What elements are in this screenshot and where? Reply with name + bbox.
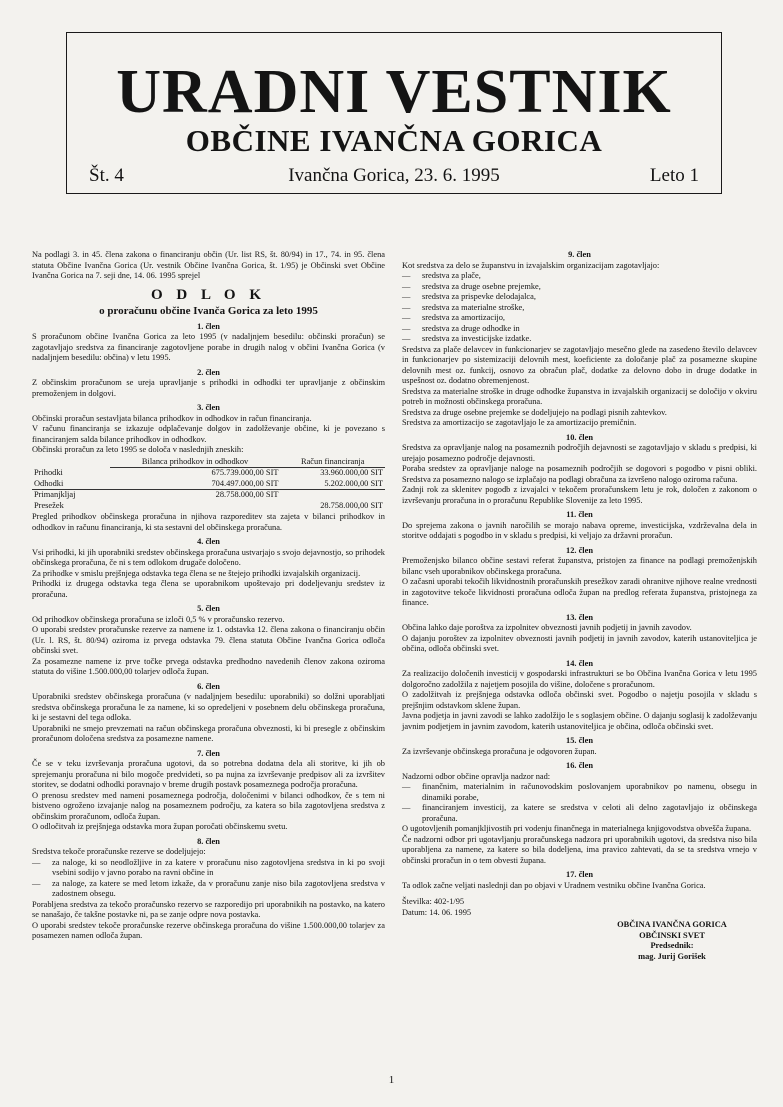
paragraph: Uporabniki sredstev občinskega proračuna (v nadaljnjem besedilu: uporabniki) so dolžni uporabljati sredstva občinskega proračuna le za namene, ki so opredeljeni v posebnem delu občinskega proračuna, ki je sestavni del tega odloka. [32,692,385,722]
article-heading: 8. člen [197,836,220,846]
paragraph: Porabljena sredstva za tekočo proračunsko rezervo se razporedijo pri uporabnikih na postavko, na katero se nanašajo, če takšne postavke ni, pa se zanje odpre nova postavka. [32,899,385,919]
article-heading: 14. člen [566,658,593,668]
paragraph: Sredstva za materialne stroške in druge odhodke županstva in izvajalskih organizacij se določijo v okviru potreb in možnosti občinskega proračuna. [402,386,757,406]
list-item: — sredstva za druge odhodke in [402,324,757,335]
article-heading: 16. člen [566,761,593,770]
paragraph: Če se v teku izvrševanja proračuna ugotovi, da so potrebna dodatna dela ali storitve, ki jih ob sprejemanju proračuna ni bilo mogoče predvideti, so pa nujna za izvrševanje predpisov ali za izvršitev storitev, se dodatni odhodki poravnajo v breme drugih postavk posameznega področja proračuna. [32,759,385,789]
masthead-title: URADNI VESTNIK [116,58,672,126]
right-column [402,250,757,962]
paragraph: O ugotovljenih pomanjkljivostih pri vodenju finančnega in materialnega knjigovodstva obvešča župana. [402,824,752,833]
table-row: Odhodki 704.497.000,00 SIT 5.202.000,00 SIT [34,478,383,488]
paragraph: Če nadzorni odbor pri ugotavljanju proračunskega nadzora pri uporabnikih ugotovi, da sredstva niso bila uporabljena za namene, za katere so bila dodeljena, ima pravico zahtevati, da se ta sredstva vrnejo v občinski proračun in o tem obvesti župana. [402,834,757,865]
article-heading: 7. člen [197,748,220,758]
paragraph: O uporabi sredstev tekoče proračunske rezerve občinskega proračuna do višine 1.500.000,00 tolarjev za posamezen namen odloča župan. [32,920,385,940]
paragraph: Zadnji rok za sklenitev pogodb z izvajalci v tekočem proračunskem letu je rok, določen z zakonom o izvrševanju proračuna in o proračunu Republike Slovenije za leto 1995. [402,485,757,505]
paragraph: Za realizacijo določenih investicij v gospodarski infrastrukturi se bo Občina Ivančna Gorica v letu 1995 dolgoročno zadolžila z najetjem posojila do višine, določene s proračunom. [402,669,757,689]
article-heading: 4. člen [197,537,220,546]
list [32,858,385,900]
article-heading: 15. člen [566,736,593,745]
signature-body: OBČINSKI SVET [639,930,705,940]
paragraph: Od prihodkov občinskega proračuna se izloči 0,5 % v proračunsko rezervo. [32,614,285,624]
signature-name: mag. Jurij Gorišek [638,951,706,961]
signature-role: Predsednik: [650,941,694,950]
table-header-racun: Račun financiranja [280,457,385,468]
paragraph: Javna podjetja in javni zavodi se lahko zadolžijo le s soglasjem občine. O dajanju soglasij k zadolževanju javnim podjetjem in javnim zavodom, katerih ustanoviteljica je občina, odloča občinski svet. [402,711,757,731]
paragraph: Kot sredstva za delo se županstvu in izvajalskim organizacijam zagotavljajo: [402,260,660,270]
paragraph: O prenosu sredstev med nameni posameznega področja, določenimi v bilanci odhodkov, če s tem ni bistveno ogroženo izvajanje nalog na posameznem področju, za katera so bila zagotovljena sredstva z občinskim proračunom, odloča župan. [32,790,385,821]
paragraph: Ta odlok začne veljati naslednji dan po objavi v Uradnem vestniku občine Ivančna Gorica. [402,880,706,890]
article-heading: 12. člen [566,545,593,555]
list-item: — finančnim, materialnim in računovodskim poslovanjem uporabnikov po namenu, obsegu in dinamiki porabe, [402,782,757,803]
table-row: Primanjkljaj 28.758.000,00 SIT [32,490,385,501]
article-heading: 2. člen [197,367,220,377]
page-number: 1 [388,1074,395,1086]
article-heading: 3. člen [197,403,220,412]
paragraph: Nadzorni odbor občine opravlja nadzor nad: [402,771,551,781]
list-item: — sredstva za plače, [402,271,757,282]
paragraph: O zadolžitvah iz prejšnjega odstavka odloča občinski svet. Pogodbo o najetju posojila v skladu s prejšnjim odstavkom sklene župan. [402,690,757,710]
list-item: — sredstva za investicijske izdatke. [402,334,757,345]
paragraph: S proračunom občine Ivančna Gorica za leto 1995 (v nadaljnjem besedilu: občinski proračun) se zagotavljajo sredstva za financiranje zagotovljene porabe in drugih nalog v občini Ivančna Gorica (v nadaljnjem besedilu: občina) v letu 1995. [32,332,385,362]
list [402,271,757,345]
volume-year: Leto 1 [649,165,699,186]
list-item: — sredstva za druge osebne prejemke, [402,282,757,293]
paragraph: O dajanju poroštev za izpolnitev obveznosti javnih podjetij in javnih zavodov, katerih ustanoviteljica je občina, odloča občinski svet. [402,633,757,653]
decree-title: O D L O K [150,286,266,303]
article-heading: 17. člen [566,870,593,879]
document-meta [402,897,757,918]
preamble: Na podlagi 3. in 45. člena zakona o financiranju občin (Ur. list RS, št. 80/94) in 17., 74. in 95. člena statuta Občine Ivančna Gorica (Ur. vestnik Občine Ivančna Gorica, št. 1/95) je Občinski svet Občine Ivančna Gorica na 7. seji dne, 14. 06. 1995 sprejel [32,250,385,280]
paragraph: Sredstva za amortizacijo se zagotavljajo le za amortizacijo premičnin. [402,418,637,427]
paragraph: O uporabi sredstev proračunske rezerve za namene iz 1. odstavka 12. člena zakona o financiranju občin (Ur. l. RS, št. 80/94) oziroma iz prvega odstavka 79. člena statuta Občine Ivančna Gorica odloča občinski svet. [32,625,385,655]
budget-table [32,457,385,512]
list-item: — za naloge, ki so neodložljive in za katere v proračunu niso zagotovljena sredstva in ki po svoji vsebini sodijo v javno porabo na ravni občine in [32,858,385,879]
paragraph: Sredstva za druge osebne prejemke se dodeljujejo na podlagi pisnih zahtevkov. [402,407,667,417]
paragraph: Za izvrševanje občinskega proračuna je odgovoren župan. [402,746,597,756]
masthead-subtitle: OBČINE IVANČNA GORICA [185,123,603,158]
signature-block [587,920,757,962]
paragraph: Občinski proračun za leto 1995 se določa v naslednjih zneskih: [32,445,244,454]
masthead [66,32,722,194]
table-row: Presežek 28.758.000,00 SIT [34,500,383,510]
list-item: — financiranjem investicij, za katere se sredstva v celoti ali delno zagotavljajo iz občinskega proračuna. [402,803,757,824]
paragraph: Za prihodke v smislu prejšnjega odstavka tega člena se ne štejejo prihodki izvajalskih organizacij. [32,568,361,578]
place-date: Ivančna Gorica, 23. 6. 1995 [288,165,500,186]
paragraph: Do sprejema zakona o javnih naročilih se morajo nabava opreme, investicijska, vzdrževalna dela in storitve oddajati s pogodbo in v skladu s predpisi, ki veljajo za državni proračun. [402,520,757,540]
paragraph: Pregled prihodkov občinskega proračuna in njihova razporeditev sta zajeta v bilanci prihodkov in odhodkov in računu financiranja, ki sta sestavni del občinskega proračuna. [32,512,385,532]
paragraph: Za posamezne namene iz prve točke prvega odstavka predhodno navedenih členov zakona oziroma statuta do višine 1.500.000,00 tolarjev odloča župan. [32,656,385,676]
document-number: Številka: 402-1/95 [402,897,465,906]
table-header-bilanca: Bilanca prihodkov in odhodkov [110,457,281,468]
paragraph: Poraba sredstev za opravljanje naloge na posameznih področjih se dogovori s pogodbo v pisni obliki. Sredstva za posamezno nalogo se izplačajo na podlagi obračuna za izvršeno nalogo oziroma računa. [402,464,757,484]
article-heading: 5. člen [197,604,220,613]
paragraph: Občinski proračun sestavljata bilanca prihodkov in odhodkov in račun financiranja. [32,413,312,423]
article-heading: 10. člen [566,432,593,442]
article-heading: 6. člen [197,681,220,691]
list-item: — sredstva za amortizacijo, [402,313,757,324]
article-heading: 11. člen [566,510,593,519]
paragraph: Prihodki iz drugega odstavka tega člena se uporabnikom upoštevajo pri dodeljevanju sredstev iz proračuna. [32,579,385,599]
left-column [32,250,385,942]
signature-org: OBČINA IVANČNA GORICA [617,920,727,929]
paragraph: Sredstva tekoče proračunske rezerve se dodeljujejo: [32,847,206,856]
paragraph: V računu financiranja se izkazuje odplačevanje dolgov in zadolževanje občine, ki je povezano s financiranjem salda bilance prihodkov in odhodkov. [32,424,385,444]
paragraph: Vsi prihodki, ki jih uporabniki sredstev občinskega proračuna ustvarjajo s svojo dejavnostjo, so prihodek občinskega proračuna, če ni s tem odlokom drugače določeno. [32,547,385,567]
list [402,782,757,824]
list-item: — sredstva za materialne stroške, [402,303,757,314]
article-heading: 9. člen [568,250,591,259]
table-row: Prihodki 675.739.000,00 SIT 33.960.000,00 SIT [34,467,383,477]
paragraph: Sredstva za plače delavcev in funkcionarjev se zagotavljajo mesečno glede na zasedeno število delavcev in funkcionarjev po sistemizaciji delovnih mest, koeficiente za določanje plač za posamezne skupine delovnih mest oz. funkcij, osnovo za obračun plač, dodatke za delovno dobo in druge dodatke in uspešnost oz. dodatno obremenjenost. [402,344,757,385]
list-item: — za naloge, za katere se med letom izkaže, da v proračunu zanje niso bila zagotovljena sredstva v zadostnem obsegu. [32,879,385,900]
paragraph: O odločitvah iz prejšnjega odstavka mora župan poročati občinskemu svetu. [32,822,288,831]
issue-number: Št. 4 [89,165,124,186]
paragraph: Premoženjsko bilanco občine sestavi referat županstva, pristojen za finance na podlagi premoženjskih bilanc vseh uporabnikov občinskega proračuna. [402,556,757,576]
masthead-info-row [89,165,699,187]
paragraph: Sredstva za opravljanje nalog na posameznih področjih dejavnosti se zagotavljajo v skladu s predpisi, ki urejajo posamezno področje dejavnosti. [402,443,757,463]
decree-subtitle: o proračunu občine Ivanča Gorica za leto 1995 [99,304,318,317]
paragraph: Z občinskim proračunom se ureja upravljanje s prihodki in odhodki ter upravljanje z občinskim premoženjem in dolgovi. [32,378,385,398]
paragraph: Uporabniki ne smejo prevzemati na račun občinskega proračuna obveznosti, ki bi presegle z občinskim proračunom določena sredstva za posamezne namene. [32,723,385,743]
article-heading: 1. člen [197,321,220,331]
paragraph: O začasni uporabi tekočih likvidnostnih proračunskih presežkov zaradi ohranitve njihove realne vrednosti in zagotovitve tekoče likvidnosti proračuna odloča župan na predlog referata županstva, pristojnega za finance. [402,577,757,607]
paragraph: Občina lahko daje poroštva za izpolnitev obveznosti javnih podjetij in javnih zavodov. [402,623,692,632]
document-date: Datum: 14. 06. 1995 [402,907,472,917]
list-item: — sredstva za prispevke delodajalca, [402,292,757,303]
article-heading: 13. člen [566,612,593,622]
